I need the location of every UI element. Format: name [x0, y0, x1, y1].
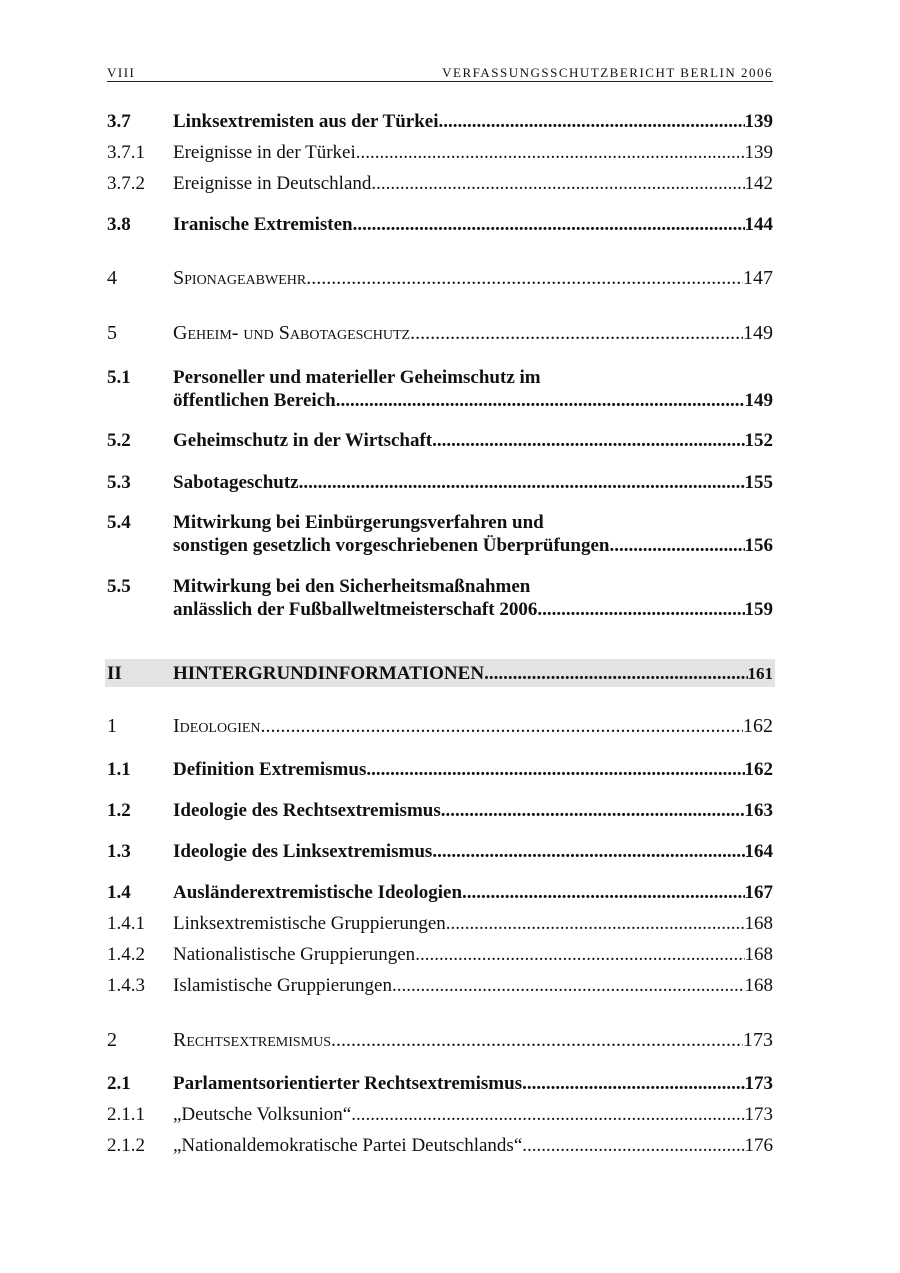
entry-page: 159 — [744, 599, 773, 620]
entry-title: Ausländerextremistische Ideologien — [173, 882, 463, 903]
entry-page: 161 — [747, 664, 773, 683]
dot-leader — [441, 799, 745, 822]
entry-title: Sabotageschutz — [173, 472, 299, 493]
entry-title: Ereignisse in Deutschland — [173, 173, 372, 194]
entry-page: 152 — [744, 430, 773, 451]
entry-page: 163 — [744, 800, 773, 821]
entry-page: 155 — [744, 472, 773, 493]
entry-number: 3.7.1 — [107, 142, 145, 163]
dot-leader — [537, 598, 744, 621]
entry-title: „Deutsche Volksunion“ — [173, 1104, 352, 1125]
entry-page: 168 — [744, 913, 773, 934]
entry-page: 176 — [744, 1135, 773, 1156]
entry-number: 1.1 — [107, 759, 131, 780]
dot-leader — [351, 1103, 744, 1126]
entry-page: 173 — [744, 1104, 773, 1125]
dot-leader — [392, 974, 745, 997]
entry-number: 5.4 — [107, 512, 131, 533]
dot-leader — [446, 912, 745, 935]
dot-leader — [522, 1134, 744, 1157]
header-page-number: VIII — [107, 65, 136, 80]
entry-title: Ideologie des Rechtsextremismus — [173, 800, 441, 821]
entry-title: Rechtsextremismus — [173, 1029, 332, 1051]
entry-number: 4 — [107, 267, 117, 289]
entry-number: 2.1.2 — [107, 1135, 145, 1156]
entry-number: 2.1 — [107, 1073, 131, 1094]
entry-title: anlässlich der Fußballweltmeisterschaft 2006 — [173, 599, 538, 620]
entry-number: 5.3 — [107, 472, 131, 493]
dot-leader — [356, 141, 745, 164]
entry-title: Ideologien — [173, 715, 261, 737]
entry-page: 149 — [744, 390, 773, 411]
entry-page: 168 — [744, 944, 773, 965]
entry-title: sonstigen gesetzlich vorgeschriebenen Überprüfungen — [173, 535, 610, 556]
entry-page: 164 — [744, 841, 773, 862]
entry-number: 5 — [107, 322, 117, 344]
entry-page: 168 — [744, 975, 773, 996]
entry-title: Parlamentsorientierter Rechtsextremismus — [173, 1073, 523, 1094]
entry-number: 1.4.2 — [107, 944, 145, 965]
entry-title: Geheim- und Sabotageschutz — [173, 322, 411, 344]
entry-title: Definition Extremismus — [173, 759, 367, 780]
dot-leader — [306, 267, 743, 290]
entry-title: öffentlichen Bereich — [173, 390, 336, 411]
dot-leader — [410, 322, 743, 345]
entry-page: 167 — [744, 882, 773, 903]
dot-leader — [336, 389, 745, 412]
entry-number: 5.5 — [107, 576, 131, 597]
dot-leader — [432, 840, 744, 863]
entry-number: 1.3 — [107, 841, 131, 862]
entry-number: 3.8 — [107, 214, 131, 235]
entry-title-line1: Mitwirkung bei den Sicherheitsmaßnahmen — [173, 576, 531, 597]
entry-title: Linksextremisten aus der Türkei — [173, 111, 439, 132]
dot-leader — [261, 715, 743, 738]
entry-number: 1.4.3 — [107, 975, 145, 996]
entry-number: 1.2 — [107, 800, 131, 821]
entry-page: 139 — [744, 142, 773, 163]
entry-number: 2 — [107, 1029, 117, 1051]
dot-leader — [432, 429, 744, 452]
dot-leader — [353, 213, 745, 236]
entry-number: 3.7.2 — [107, 173, 145, 194]
dot-leader — [484, 662, 747, 685]
entry-page: 173 — [743, 1029, 773, 1051]
dot-leader — [366, 758, 744, 781]
entry-title: Islamistische Gruppierungen — [173, 975, 392, 996]
entry-page: 147 — [743, 267, 773, 289]
entry-title: Ideologie des Linksextremismus — [173, 841, 433, 862]
entry-number: II — [107, 663, 122, 684]
entry-title: Spionageabwehr — [173, 267, 307, 289]
entry-page: 149 — [743, 322, 773, 344]
entry-number: 1.4.1 — [107, 913, 145, 934]
entry-page: 173 — [744, 1073, 773, 1094]
entry-page: 142 — [744, 173, 773, 194]
entry-title-line1: Mitwirkung bei Einbürgerungsverfahren und — [173, 512, 544, 533]
entry-title: Iranische Extremisten — [173, 214, 353, 235]
dot-leader — [331, 1029, 743, 1052]
entry-number: 5.2 — [107, 430, 131, 451]
entry-page: 144 — [744, 214, 773, 235]
entry-title: Ereignisse in der Türkei — [173, 142, 356, 163]
entry-page: 162 — [743, 715, 773, 737]
entry-number: 1 — [107, 715, 117, 737]
dot-leader — [609, 534, 744, 557]
dot-leader — [371, 172, 744, 195]
entry-number: 3.7 — [107, 111, 131, 132]
entry-number: 2.1.1 — [107, 1104, 145, 1125]
header-title: VERFASSUNGSSCHUTZBERICHT BERLIN 2006 — [442, 65, 773, 80]
dot-leader — [439, 110, 745, 133]
entry-page: 139 — [744, 111, 773, 132]
entry-number: 5.1 — [107, 367, 131, 388]
running-header — [107, 63, 773, 82]
entry-title-line1: Personeller und materieller Geheimschutz im — [173, 367, 541, 388]
entry-page: 162 — [744, 759, 773, 780]
entry-title: Nationalistische Gruppierungen — [173, 944, 416, 965]
dot-leader — [522, 1072, 744, 1095]
entry-title: Linksextremistische Gruppierungen — [173, 913, 446, 934]
entry-number: 1.4 — [107, 882, 131, 903]
entry-title: Geheimschutz in der Wirtschaft — [173, 430, 433, 451]
entry-title: „Nationaldemokratische Partei Deutschlands“ — [173, 1135, 523, 1156]
entry-title: HINTERGRUNDINFORMATIONEN — [173, 663, 485, 684]
dot-leader — [299, 471, 745, 494]
dot-leader — [415, 943, 744, 966]
entry-page: 156 — [744, 535, 773, 556]
dot-leader — [462, 881, 744, 904]
